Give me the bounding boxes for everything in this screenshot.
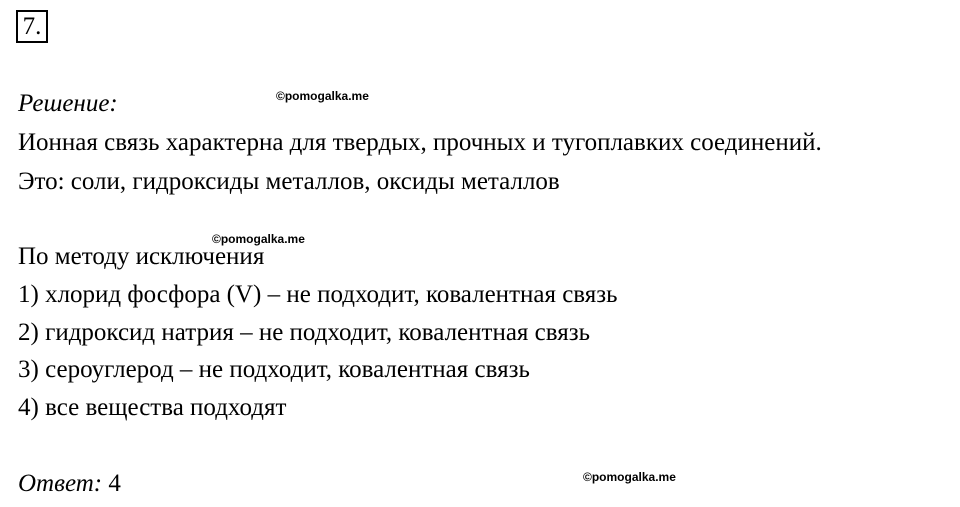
solution-line-1: Ионная связь характерна для твердых, прочных и тугоплавких соединений.	[18, 129, 822, 156]
answer-line	[18, 469, 121, 499]
method-item-1: 1) хлорид фосфора (V) – не подходит, ковалентная связь	[18, 281, 618, 308]
watermark-top: ©pomogalka.me	[276, 89, 369, 103]
method-item-3: 3) сероуглерод – не подходит, ковалентная связь	[18, 356, 530, 383]
watermark-middle: ©pomogalka.me	[212, 232, 305, 246]
task-number-box: 7.	[16, 10, 48, 43]
solution-heading: Решение:	[18, 90, 118, 117]
solution-line-2: Это: соли, гидроксиды металлов, оксиды металлов	[18, 168, 560, 195]
method-item-2: 2) гидроксид натрия – не подходит, ковалентная связь	[18, 319, 591, 346]
watermark-bottom: ©pomogalka.me	[583, 470, 676, 484]
method-item-4: 4) все вещества подходят	[18, 394, 287, 421]
answer-label: Ответ:	[18, 470, 103, 497]
method-intro: По методу исключения	[18, 243, 265, 270]
answer-value: 4	[108, 470, 121, 497]
